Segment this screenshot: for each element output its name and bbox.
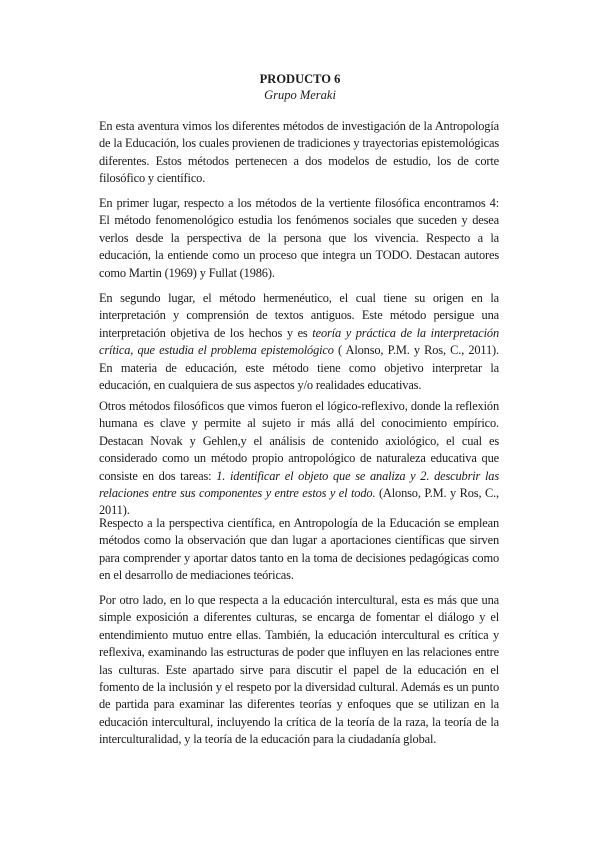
paragraph-italic-text: teoría y práctica de la interpretación crítica, que estudia el problema epistemológico: [99, 325, 499, 358]
paragraph-text: Otros métodos filosóficos que vimos fueron el lógico-reflexivo, donde la reflexión humana es clave y permite al sujeto ir más allá del conocimiento empírico. Destacan Novak y Gehlen,y el análisis de contenido axiológico, el cual es considerado como un método propio antropológico de naturaleza educativa que consiste en dos tareas:: [99, 399, 499, 483]
paragraph-phenomenological: En primer lugar, respecto a los métodos de la vertiente filosófica encontramos 4: El método fenomenológico estudia los fenómenos sociales que suceden y desea verlos desde la perspectiva de la persona que los vivencia. Respecto a la educación, la entiende como un proceso que integra un TODO. Destacan autores como Martin (1969) y Fullat (1986).: [99, 196, 499, 280]
paragraph-text: En segundo lugar, el método hermenéutico, el cual tiene su origen en la interpretación y comprensión de textos antiguos. Este método persigue una interpretación objetiva de los hechos y es: [99, 291, 499, 340]
page-subtitle: Grupo Meraki: [264, 88, 336, 102]
paragraph-text: (Alonso, P.M. y Ros, C., 2011).: [99, 486, 499, 518]
paragraph-text: ( Alonso, P.M. y Ros, C., 2011). En materia de educación, este método tiene como objetivo interpretar la educación, en cualquiera de sus aspectos y/o realidades educativas.: [99, 343, 499, 393]
paragraph-italic-text: 1. identificar el objeto que se analiza y 2. descubrir las relaciones entre sus componentes y entre estos y el todo.: [99, 468, 499, 501]
paragraph-hermeneutic: [99, 290, 499, 394]
paragraph-scientific: Respecto a la perspectiva científica, en Antropología de la Educación se emplean métodos como la observación que dan lugar a aportaciones científicas que sirven para comprender y aportar datos tanto en la toma de decisiones pedagógicas como en el desarrollo de mediaciones teóricas.: [99, 516, 499, 583]
paragraph-intro: En esta aventura vimos los diferentes métodos de investigación de la Antropología de la Educación, los cuales provienen de tradiciones y trayectorias epistemológicas diferentes. Estos métodos pertenecen a dos modelos de estudio, los de corte filosófico y científico.: [99, 119, 499, 186]
page-title: PRODUCTO 6: [259, 72, 341, 86]
paragraph-intercultural: Por otro lado, en lo que respecta a la educación intercultural, esta es más que una simple exposición a diferentes culturas, se encarga de fomentar el diálogo y el entendimiento mutuo entre ellas. También, la educación intercultural es crítica y reflexiva, examinando las estructuras de poder que influyen en las relaciones entre las culturas. Este apartado sirve para discutir el papel de la educación en el fomento de la inclusión y el respeto por la diversidad cultural. Además es un punto de partida para examinar las diferentes teorías y enfoques que se utilizan en la educación intercultural, incluyendo la crítica de la teoría de la raza, la teoría de la interculturalidad, y la teoría de la educación para la ciudadanía global.: [99, 593, 499, 747]
paragraph-logical-reflexive: [99, 398, 499, 520]
